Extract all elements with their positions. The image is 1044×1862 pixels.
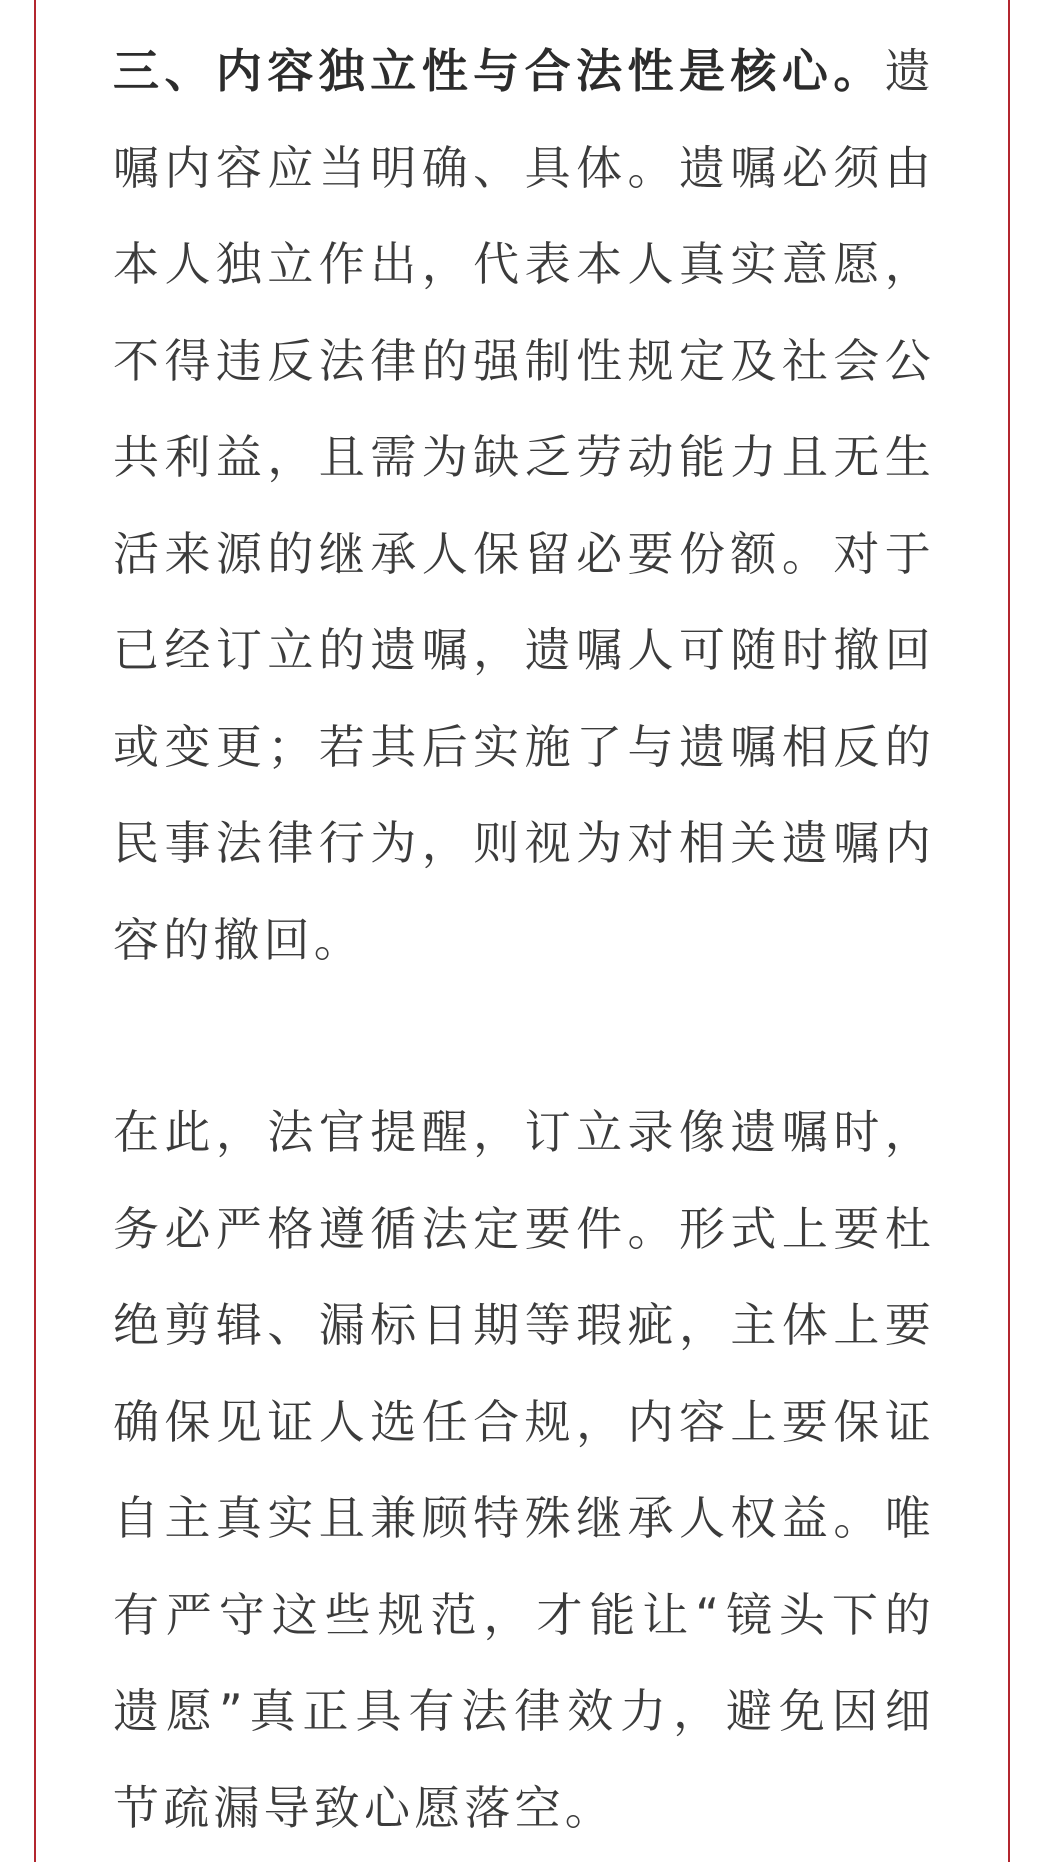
left-border-line [34, 0, 36, 1862]
paragraph-judge-reminder [113, 1084, 935, 1856]
paragraph-content-legality [113, 23, 935, 988]
section-heading-three: 三、内容独立性与合法性是核心。 [113, 44, 885, 98]
paragraph-text: 在此，法官提醒，订立录像遗嘱时，务必严格遵循法定要件。形式上要杜绝剪辑、漏标日期等瑕疵，主体上要确保见证人选任合规，内容上要保证自主真实且兼顾特殊继承人权益。唯有严守这些规范，才能让“镜头下的遗愿”真正具有法律效力，避免因细节疏漏导致心愿落空。 [113, 1105, 935, 1835]
right-border-line [1008, 0, 1010, 1862]
article-body [113, 23, 935, 1856]
paragraph-text: 遗嘱内容应当明确、具体。遗嘱必须由本人独立作出，代表本人真实意愿，不得违反法律的强制性规定及社会公共利益，且需为缺乏劳动能力且无生活来源的继承人保留必要份额。对于已经订立的遗嘱，遗嘱人可随时撤回或变更；若其后实施了与遗嘱相反的民事法律行为，则视为对相关遗嘱内容的撤回。 [113, 44, 935, 967]
